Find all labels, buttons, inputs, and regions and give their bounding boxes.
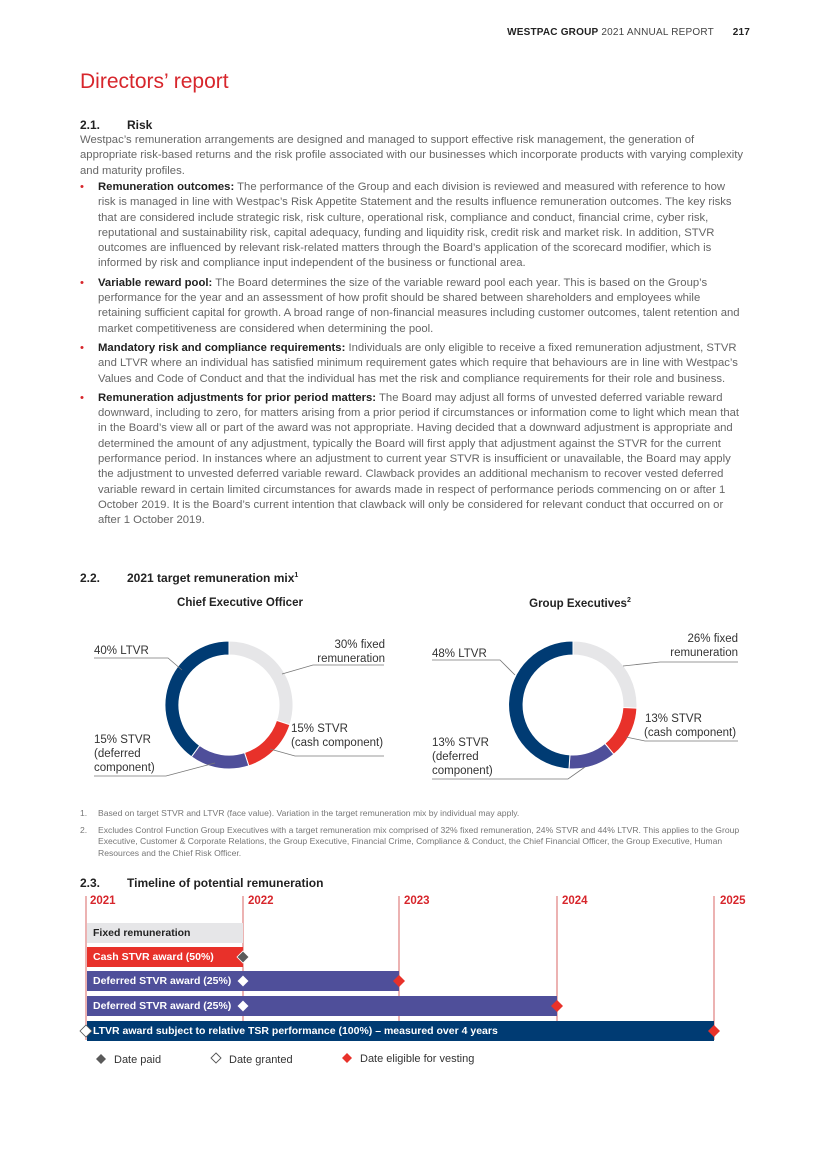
donut-title-text: Group Executives: [529, 597, 627, 610]
header-brand: WESTPAC GROUP: [507, 27, 599, 38]
section-number: 2.2.: [80, 571, 101, 585]
label-line: component): [94, 762, 155, 774]
legend-date-granted: Date granted: [229, 1054, 293, 1066]
label-line: 13% STVR: [645, 713, 702, 725]
footnote-number: 1.: [80, 808, 88, 818]
label-line: 30% fixed: [334, 639, 385, 651]
section-number: 2.3.: [80, 876, 101, 890]
bar-deferred-stvr-1: Deferred STVR award (25%): [87, 971, 399, 991]
donut-title-ceo: Chief Executive Officer: [177, 597, 303, 609]
label-ceo-ltvr: 40% LTVR: [94, 645, 149, 657]
page-number: 217: [732, 27, 750, 38]
label-line: component): [432, 765, 493, 777]
bullet-text: The Board determines the size of the variable reward pool each year. This is based on the Group’s performance for the year and an assessment of how profit should be shared between shareholders and employees while retaining sufficient capital for growth. A broad range of non-financial measures including customer outcomes, talent retention and market competitiveness are considered when determining the pool.: [98, 276, 740, 335]
year-2021: 2021: [90, 895, 116, 907]
footnote-ref: 2: [626, 597, 631, 604]
date-granted-marker: [80, 975, 249, 1037]
legend-vesting-icon: [342, 1053, 352, 1063]
label-line: 15% STVR: [291, 723, 348, 735]
label-line: (deferred: [432, 751, 479, 763]
label-line: remuneration: [670, 647, 738, 659]
page-title: Directors’ report: [80, 70, 229, 93]
footnote-number: 2.: [80, 824, 88, 835]
label-line: 26% fixed: [687, 633, 738, 645]
footnote-text: Excludes Control Function Group Executives with a target remuneration mix comprised of 32% fixed remuneration, 24% STVR and 44% LTVR. This applies to the Group Executive, Customer & Corporate Relations, the Group Executive, Financial Crime, Compliance & Conduct, the Chief Financial Officer, the Group Executive, Human Resources and the Chief Risk Officer.: [98, 824, 740, 858]
year-2024: 2024: [562, 895, 588, 907]
risk-intro-paragraph: Westpac’s remuneration arrangements are designed and managed to support effective risk management, the generation of appropriate risk-based returns and the risk profile associated with our businesses which incorporate products with varying complexity and maturity profiles.: [80, 134, 744, 177]
bullet-text: The Board may adjust all forms of unvested deferred variable reward downward, including to zero, for matters arising from a prior period if circumstances or information come to light which mean that in the Board’s view all or part of the award was not appropriate. Having decided that a downward adjustment is appropriate and determined the amount of any adjustment, typically the Board will first apply that adjustment against the STVR for the current performance period. In instances where an adjustment to current year STVR is insufficient or unavailable, the Board may apply the adjustment to unvested deferred variable reward. Clawback provides an additional mechanism to recover vested deferred variable reward in certain limited circumstances for awards made in respect of performance periods commencing on or after 1 October 2019. It is the Board’s current intention that clawback will only be considered for relevant conduct that occurred on or after 1 October 2019.: [98, 391, 740, 527]
section-title: 2021 target remuneration mix: [127, 571, 295, 585]
bar-deferred-stvr-2: Deferred STVR award (25%): [87, 996, 557, 1016]
year-2023: 2023: [404, 895, 430, 907]
label-ge-ltvr: 48% LTVR: [432, 648, 487, 660]
footnote-ref: 1: [294, 572, 299, 579]
legend-date-granted-icon: [211, 1053, 221, 1063]
legend-date-paid: Date paid: [114, 1054, 162, 1066]
bullet-text: Individuals are only eligible to receive a fixed remuneration adjustment, STVR and LTVR where an individual has satisfied minimum requirement gates which require that behaviours are in line with Westpac’s Values and Code of Conduct and that the individual has met the risk and compliance requirements for their role and business.: [98, 341, 738, 385]
section-title: Timeline of potential remuneration: [127, 876, 324, 890]
bar-ltvr: LTVR award subject to relative TSR performance (100%) – measured over 4 years: [87, 1021, 714, 1041]
legend-date-paid-icon: [96, 1054, 106, 1064]
label-line: remuneration: [317, 653, 385, 665]
header-report: 2021 ANNUAL REPORT: [601, 27, 714, 38]
bullet-term: Variable reward pool:: [98, 276, 213, 289]
section-title: Risk: [127, 118, 153, 132]
bar-fixed-remuneration: Fixed remuneration: [87, 923, 243, 943]
label-line: (deferred: [94, 748, 141, 760]
date-paid-marker: [237, 951, 249, 963]
bullet-term: Remuneration adjustments for prior period matters:: [98, 391, 377, 404]
label-line: 15% STVR: [94, 734, 151, 746]
legend-date-eligible-vesting: Date eligible for vesting: [360, 1053, 475, 1065]
label-line: 13% STVR: [432, 737, 489, 749]
bullet-term: Remuneration outcomes:: [98, 181, 235, 193]
footnote-text: Based on target STVR and LTVR (face value). Variation in the target remuneration mix by individual may apply.: [98, 808, 520, 818]
bullet-text: The performance of the Group and each division is reviewed and measured with reference to how risk is managed in line with Westpac’s Risk Appetite Statement and the results influence remuneration outcomes. The key risks that are considered include strategic risk, risk culture, operational risk, compliance and conduct, financial crime, cyber risk, reputational and sustainability risk, capital adequacy, funding and liquidity risk, credit risk and market risk. In addition, STVR outcomes are influenced by relevant risk-related matters through the Board’s application of the scorecard modifier, which is informed by risk and compliance input independent of the business or functional area.: [98, 181, 732, 270]
bar-cash-stvr: Cash STVR award (50%): [87, 947, 243, 967]
section-number: 2.1.: [80, 118, 101, 132]
bullet-term: Mandatory risk and compliance requirements:: [98, 341, 346, 354]
label-line: (cash component): [644, 727, 737, 739]
vesting-date-marker: [393, 975, 720, 1037]
year-2022: 2022: [248, 895, 274, 907]
label-line: (cash component): [291, 737, 384, 749]
year-2025: 2025: [720, 895, 746, 907]
